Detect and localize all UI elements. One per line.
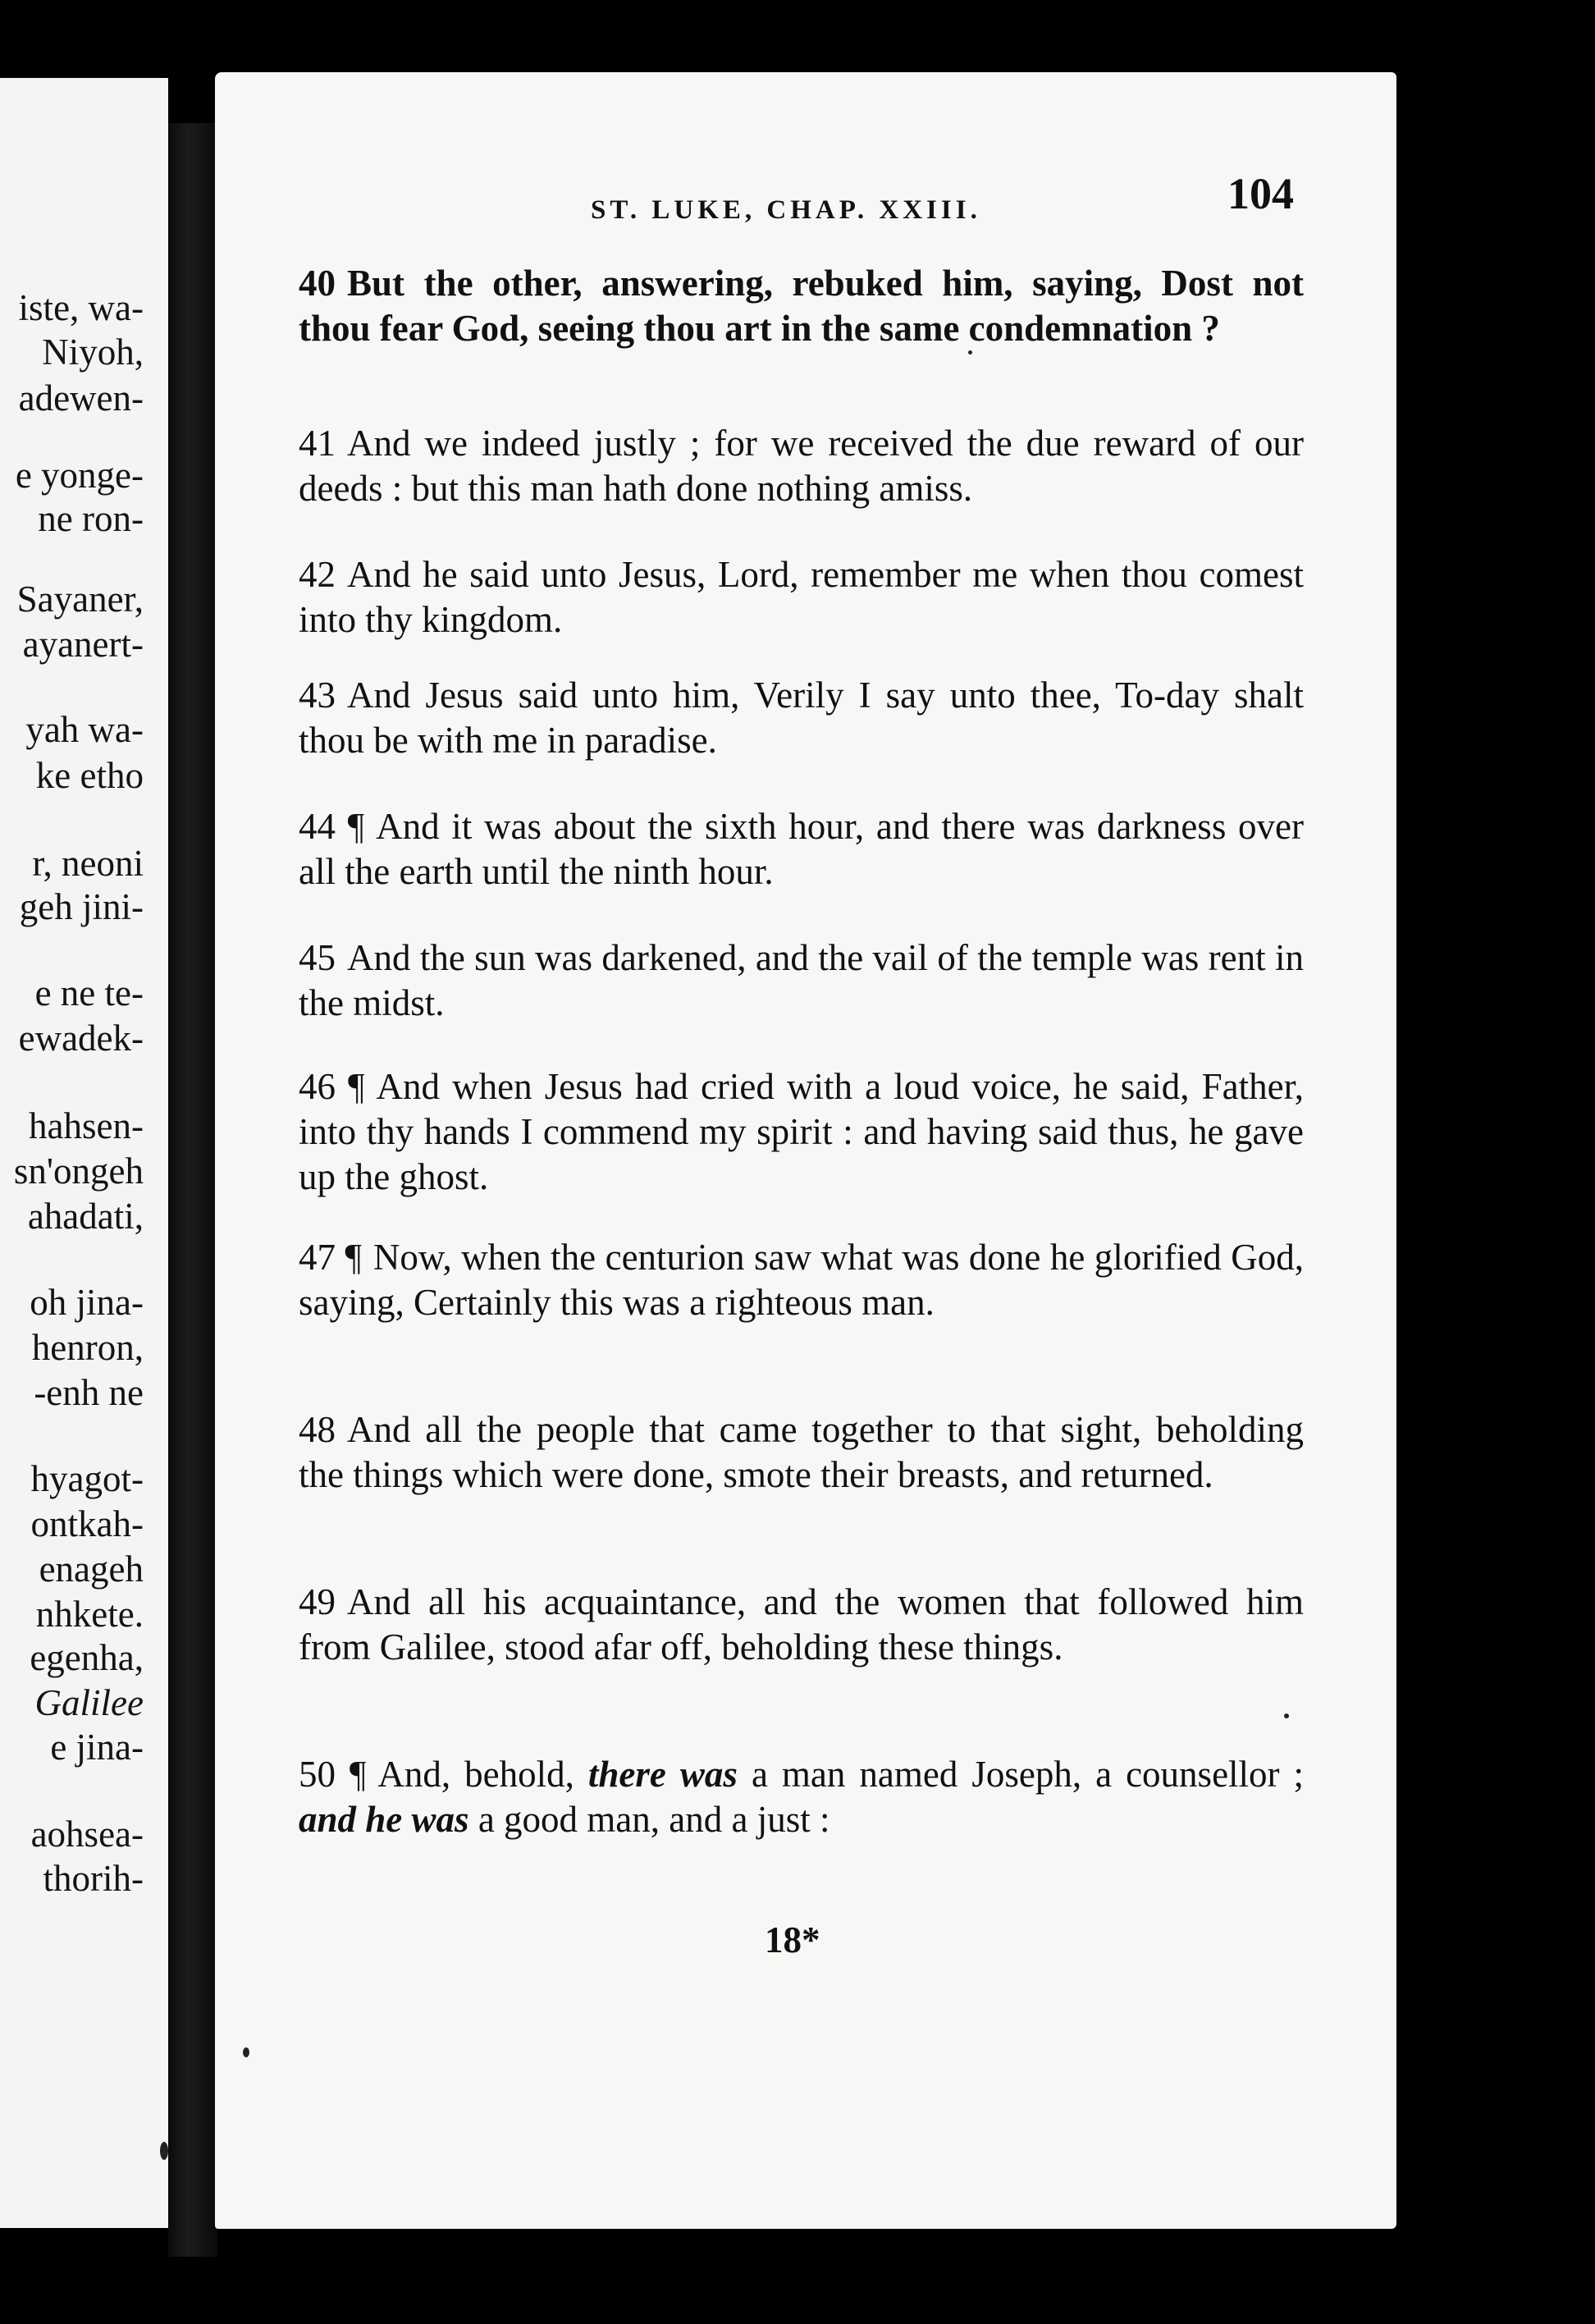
facing-page-line: thorih- [43,1858,144,1899]
verse-number: 50 ¶ [299,1754,367,1795]
facing-page-line: -enh ne [34,1372,144,1413]
verse-text: a good man, and a just : [478,1799,830,1840]
facing-page [0,78,168,2228]
ink-speck [160,2142,168,2160]
facing-page-line: ke etho [35,755,144,796]
facing-page-line: ahadati, [27,1196,144,1237]
verse-number: 43 [299,675,336,716]
verse-number: 48 [299,1409,336,1450]
facing-page-line: henron, [31,1327,144,1368]
facing-page-line: e ne te- [34,972,144,1013]
ink-speck [243,2047,249,2057]
verse-text: Now, when the centurion saw what was done he glorified God, saying, Certainly this was a righteous man. [299,1237,1304,1323]
verse-number: 46 ¶ [299,1066,365,1107]
facing-page-line: Sayaner, [16,579,144,620]
facing-page-line: ewadek- [18,1018,144,1059]
facing-page-line: nhkete. [35,1594,144,1635]
verse-41 [299,421,1304,511]
verse-48 [299,1407,1304,1498]
facing-page-line: yah wa- [25,709,144,750]
verse-49 [299,1580,1304,1670]
verse-text: And all the people that came together to that sight, beholding the things which were done, smote their breasts, and returned. [299,1409,1304,1495]
facing-page-line: e jina- [50,1727,144,1768]
verse-italic-text: and he was [299,1799,469,1840]
ink-speck [968,350,972,355]
verse-45 [299,936,1304,1026]
facing-page-line: adewen- [18,377,144,419]
verse-text: But the other, answering, rebuked him, saying, Dost not thou fear God, seeing thou art in the same condemnation ? [299,263,1304,349]
verse-text: And, behold, [377,1754,574,1795]
verse-47 [299,1235,1304,1325]
ink-speck [1284,1713,1289,1718]
verse-text: And we indeed justly ; for we received the due reward of our deeds : but this man hath done nothing amiss. [299,423,1304,509]
page-number: 104 [1227,169,1294,218]
verse-text: And it was about the sixth hour, and there was darkness over all the earth until the ninth hour. [299,806,1304,892]
verse-italic-text: there was [587,1754,738,1795]
facing-page-line: ne ron- [38,498,144,539]
verse-number: 47 ¶ [299,1237,362,1278]
facing-page-line: r, neoni [32,843,144,884]
facing-page-line: ontkah- [30,1503,144,1544]
facing-page-line: hahsen- [29,1105,144,1146]
running-head: ST. LUKE, CHAP. XXIII. [591,195,981,225]
verse-50 [299,1752,1304,1842]
verse-43 [299,673,1304,763]
verse-text: And when Jesus had cried with a loud voice, he said, Father, into thy hands I commend my spirit : and having said thus, he gave up the ghost. [299,1066,1305,1197]
verse-46 [299,1064,1304,1200]
book-gutter [168,123,217,2257]
verse-number: 40 [299,263,336,304]
facing-page-line: hyagot- [30,1458,144,1499]
facing-page-line: oh jina- [30,1282,144,1323]
signature-mark: 18* [765,1919,820,1960]
verse-text: And Jesus said unto him, Verily I say unto thee, To-day shalt thou be with me in paradise. [299,675,1304,761]
facing-page-line: enageh [39,1549,144,1590]
facing-page-line: egenha, [30,1637,144,1678]
facing-page-line: sn'ongeh [13,1151,144,1192]
verse-number: 42 [299,554,336,595]
verse-number: 41 [299,423,336,464]
facing-page-line: e yonge- [15,455,144,496]
verse-number: 49 [299,1581,336,1622]
facing-page-line: Niyoh, [42,332,144,373]
verse-number: 45 [299,937,336,978]
facing-page-line: ayanert- [22,624,144,665]
verse-text: And all his acquaintance, and the women that followed him from Galilee, stood afar off, beholding these things. [299,1581,1304,1668]
verse-42 [299,552,1304,643]
facing-page-line: geh jini- [19,886,144,927]
verse-number: 44 ¶ [299,806,365,847]
facing-page-line: Galilee [34,1682,144,1723]
verse-40 [299,261,1304,351]
facing-page-line: aohsea- [30,1814,144,1855]
verse-text: And he said unto Jesus, Lord, remember me when thou comest into thy kingdom. [299,554,1304,640]
verse-text: a man named Joseph, a counsellor ; [751,1754,1305,1795]
verse-text: And the sun was darkened, and the vail of the temple was rent in the midst. [299,937,1304,1023]
facing-page-line: iste, wa- [18,287,144,328]
verse-44 [299,804,1304,894]
